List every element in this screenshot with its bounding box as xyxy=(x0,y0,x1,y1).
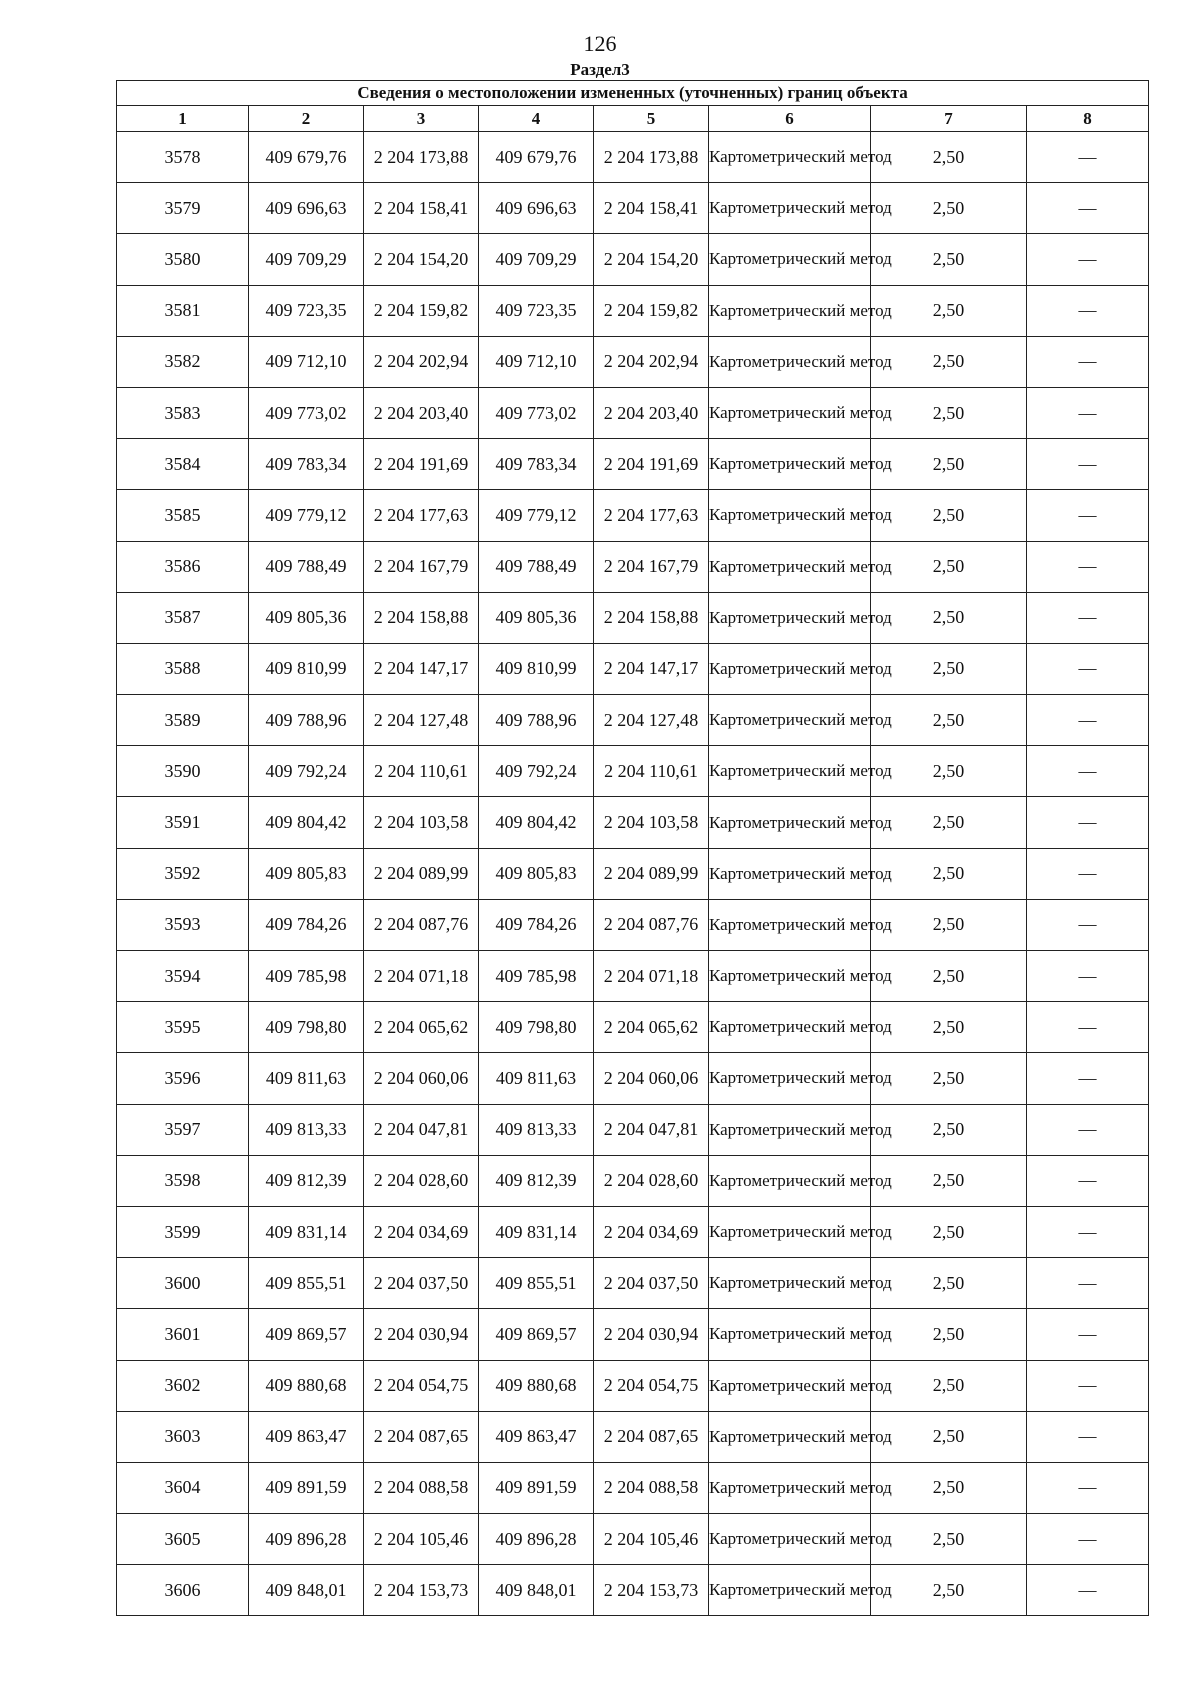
note-cell: — xyxy=(1027,490,1149,541)
new-y-cell: 2 204 159,82 xyxy=(594,285,709,336)
existing-x-cell: 409 880,68 xyxy=(249,1360,364,1411)
existing-x-cell: 409 712,10 xyxy=(249,336,364,387)
new-y-cell: 2 204 103,58 xyxy=(594,797,709,848)
table-row xyxy=(117,899,1149,950)
existing-x-cell: 409 773,02 xyxy=(249,387,364,438)
point-number-cell: 3595 xyxy=(117,1002,249,1053)
method-cell: Картометрический метод xyxy=(709,592,871,643)
note-cell: — xyxy=(1027,387,1149,438)
new-x-cell: 409 723,35 xyxy=(479,285,594,336)
new-x-cell: 409 792,24 xyxy=(479,746,594,797)
method-cell: Картометрический метод xyxy=(709,1104,871,1155)
existing-x-cell: 409 891,59 xyxy=(249,1462,364,1513)
table-row xyxy=(117,592,1149,643)
accuracy-cell: 2,50 xyxy=(871,1565,1027,1616)
note-cell: — xyxy=(1027,1565,1149,1616)
existing-y-cell: 2 204 202,94 xyxy=(364,336,479,387)
table-row xyxy=(117,1462,1149,1513)
new-y-cell: 2 204 087,65 xyxy=(594,1411,709,1462)
accuracy-cell: 2,50 xyxy=(871,285,1027,336)
new-x-cell: 409 696,63 xyxy=(479,183,594,234)
existing-y-cell: 2 204 158,41 xyxy=(364,183,479,234)
table-row xyxy=(117,336,1149,387)
new-x-cell: 409 863,47 xyxy=(479,1411,594,1462)
point-number-cell: 3606 xyxy=(117,1565,249,1616)
existing-y-cell: 2 204 037,50 xyxy=(364,1258,479,1309)
new-y-cell: 2 204 153,73 xyxy=(594,1565,709,1616)
table-row xyxy=(117,1206,1149,1257)
point-number-cell: 3592 xyxy=(117,848,249,899)
existing-x-cell: 409 812,39 xyxy=(249,1155,364,1206)
new-x-cell: 409 784,26 xyxy=(479,899,594,950)
new-y-cell: 2 204 065,62 xyxy=(594,1002,709,1053)
point-number-cell: 3596 xyxy=(117,1053,249,1104)
point-number-cell: 3598 xyxy=(117,1155,249,1206)
new-y-cell: 2 204 105,46 xyxy=(594,1514,709,1565)
table-row xyxy=(117,387,1149,438)
new-y-cell: 2 204 127,48 xyxy=(594,695,709,746)
new-y-cell: 2 204 047,81 xyxy=(594,1104,709,1155)
method-cell: Картометрический метод xyxy=(709,746,871,797)
method-cell: Картометрический метод xyxy=(709,132,871,183)
table-row xyxy=(117,797,1149,848)
accuracy-cell: 2,50 xyxy=(871,643,1027,694)
accuracy-cell: 2,50 xyxy=(871,1104,1027,1155)
column-number-row xyxy=(117,106,1149,132)
note-cell: — xyxy=(1027,541,1149,592)
point-number-cell: 3582 xyxy=(117,336,249,387)
accuracy-cell: 2,50 xyxy=(871,746,1027,797)
accuracy-cell: 2,50 xyxy=(871,1206,1027,1257)
table-row xyxy=(117,1411,1149,1462)
existing-y-cell: 2 204 191,69 xyxy=(364,439,479,490)
existing-y-cell: 2 204 087,76 xyxy=(364,899,479,950)
accuracy-cell: 2,50 xyxy=(871,1053,1027,1104)
point-number-cell: 3601 xyxy=(117,1309,249,1360)
point-number-cell: 3584 xyxy=(117,439,249,490)
point-number-cell: 3604 xyxy=(117,1462,249,1513)
note-cell: — xyxy=(1027,1514,1149,1565)
note-cell: — xyxy=(1027,643,1149,694)
existing-y-cell: 2 204 110,61 xyxy=(364,746,479,797)
new-y-cell: 2 204 110,61 xyxy=(594,746,709,797)
method-cell: Картометрический метод xyxy=(709,336,871,387)
point-number-cell: 3599 xyxy=(117,1206,249,1257)
existing-x-cell: 409 869,57 xyxy=(249,1309,364,1360)
new-x-cell: 409 804,42 xyxy=(479,797,594,848)
table-row xyxy=(117,132,1149,183)
accuracy-cell: 2,50 xyxy=(871,951,1027,1002)
accuracy-cell: 2,50 xyxy=(871,1514,1027,1565)
new-x-cell: 409 811,63 xyxy=(479,1053,594,1104)
accuracy-cell: 2,50 xyxy=(871,234,1027,285)
note-cell: — xyxy=(1027,695,1149,746)
column-number: 6 xyxy=(709,106,871,132)
accuracy-cell: 2,50 xyxy=(871,1155,1027,1206)
existing-x-cell: 409 696,63 xyxy=(249,183,364,234)
new-y-cell: 2 204 028,60 xyxy=(594,1155,709,1206)
new-x-cell: 409 788,49 xyxy=(479,541,594,592)
new-y-cell: 2 204 037,50 xyxy=(594,1258,709,1309)
existing-y-cell: 2 204 034,69 xyxy=(364,1206,479,1257)
column-number: 2 xyxy=(249,106,364,132)
accuracy-cell: 2,50 xyxy=(871,1258,1027,1309)
method-cell: Картометрический метод xyxy=(709,1309,871,1360)
new-y-cell: 2 204 158,88 xyxy=(594,592,709,643)
table-row xyxy=(117,490,1149,541)
method-cell: Картометрический метод xyxy=(709,797,871,848)
accuracy-cell: 2,50 xyxy=(871,797,1027,848)
existing-x-cell: 409 785,98 xyxy=(249,951,364,1002)
table-row xyxy=(117,1104,1149,1155)
table-row xyxy=(117,848,1149,899)
accuracy-cell: 2,50 xyxy=(871,1411,1027,1462)
existing-x-cell: 409 811,63 xyxy=(249,1053,364,1104)
existing-x-cell: 409 813,33 xyxy=(249,1104,364,1155)
point-number-cell: 3583 xyxy=(117,387,249,438)
method-cell: Картометрический метод xyxy=(709,1053,871,1104)
existing-x-cell: 409 792,24 xyxy=(249,746,364,797)
existing-y-cell: 2 204 087,65 xyxy=(364,1411,479,1462)
table-row xyxy=(117,541,1149,592)
new-y-cell: 2 204 071,18 xyxy=(594,951,709,1002)
new-x-cell: 409 805,36 xyxy=(479,592,594,643)
point-number-cell: 3589 xyxy=(117,695,249,746)
point-number-cell: 3590 xyxy=(117,746,249,797)
existing-x-cell: 409 783,34 xyxy=(249,439,364,490)
accuracy-cell: 2,50 xyxy=(871,336,1027,387)
existing-y-cell: 2 204 203,40 xyxy=(364,387,479,438)
existing-x-cell: 409 723,35 xyxy=(249,285,364,336)
existing-x-cell: 409 805,36 xyxy=(249,592,364,643)
existing-y-cell: 2 204 047,81 xyxy=(364,1104,479,1155)
method-cell: Картометрический метод xyxy=(709,1002,871,1053)
new-y-cell: 2 204 177,63 xyxy=(594,490,709,541)
accuracy-cell: 2,50 xyxy=(871,695,1027,746)
new-y-cell: 2 204 060,06 xyxy=(594,1053,709,1104)
new-x-cell: 409 788,96 xyxy=(479,695,594,746)
table-row xyxy=(117,1053,1149,1104)
existing-x-cell: 409 863,47 xyxy=(249,1411,364,1462)
existing-x-cell: 409 779,12 xyxy=(249,490,364,541)
note-cell: — xyxy=(1027,899,1149,950)
point-number-cell: 3602 xyxy=(117,1360,249,1411)
existing-x-cell: 409 804,42 xyxy=(249,797,364,848)
method-cell: Картометрический метод xyxy=(709,695,871,746)
note-cell: — xyxy=(1027,1258,1149,1309)
note-cell: — xyxy=(1027,592,1149,643)
note-cell: — xyxy=(1027,797,1149,848)
table-caption: Сведения о местоположении измененных (уточненных) границ объекта xyxy=(117,81,1149,106)
new-y-cell: 2 204 034,69 xyxy=(594,1206,709,1257)
table-row xyxy=(117,1514,1149,1565)
note-cell: — xyxy=(1027,439,1149,490)
point-number-cell: 3586 xyxy=(117,541,249,592)
new-y-cell: 2 204 167,79 xyxy=(594,541,709,592)
new-x-cell: 409 679,76 xyxy=(479,132,594,183)
existing-y-cell: 2 204 147,17 xyxy=(364,643,479,694)
accuracy-cell: 2,50 xyxy=(871,592,1027,643)
accuracy-cell: 2,50 xyxy=(871,1309,1027,1360)
table-row xyxy=(117,1360,1149,1411)
existing-y-cell: 2 204 088,58 xyxy=(364,1462,479,1513)
column-number: 5 xyxy=(594,106,709,132)
note-cell: — xyxy=(1027,1206,1149,1257)
existing-y-cell: 2 204 054,75 xyxy=(364,1360,479,1411)
existing-x-cell: 409 788,49 xyxy=(249,541,364,592)
accuracy-cell: 2,50 xyxy=(871,899,1027,950)
new-y-cell: 2 204 087,76 xyxy=(594,899,709,950)
new-x-cell: 409 880,68 xyxy=(479,1360,594,1411)
existing-y-cell: 2 204 158,88 xyxy=(364,592,479,643)
accuracy-cell: 2,50 xyxy=(871,387,1027,438)
table-row xyxy=(117,183,1149,234)
existing-y-cell: 2 204 060,06 xyxy=(364,1053,479,1104)
new-y-cell: 2 204 158,41 xyxy=(594,183,709,234)
point-number-cell: 3578 xyxy=(117,132,249,183)
accuracy-cell: 2,50 xyxy=(871,490,1027,541)
table-row xyxy=(117,1309,1149,1360)
accuracy-cell: 2,50 xyxy=(871,848,1027,899)
column-number: 8 xyxy=(1027,106,1149,132)
existing-x-cell: 409 855,51 xyxy=(249,1258,364,1309)
accuracy-cell: 2,50 xyxy=(871,1360,1027,1411)
note-cell: — xyxy=(1027,951,1149,1002)
note-cell: — xyxy=(1027,848,1149,899)
existing-y-cell: 2 204 159,82 xyxy=(364,285,479,336)
existing-y-cell: 2 204 065,62 xyxy=(364,1002,479,1053)
existing-y-cell: 2 204 103,58 xyxy=(364,797,479,848)
new-y-cell: 2 204 089,99 xyxy=(594,848,709,899)
new-x-cell: 409 810,99 xyxy=(479,643,594,694)
method-cell: Картометрический метод xyxy=(709,1360,871,1411)
new-y-cell: 2 204 191,69 xyxy=(594,439,709,490)
new-x-cell: 409 709,29 xyxy=(479,234,594,285)
accuracy-cell: 2,50 xyxy=(871,1462,1027,1513)
new-x-cell: 409 773,02 xyxy=(479,387,594,438)
note-cell: — xyxy=(1027,1002,1149,1053)
existing-x-cell: 409 831,14 xyxy=(249,1206,364,1257)
method-cell: Картометрический метод xyxy=(709,1565,871,1616)
method-cell: Картометрический метод xyxy=(709,848,871,899)
note-cell: — xyxy=(1027,132,1149,183)
column-number: 4 xyxy=(479,106,594,132)
accuracy-cell: 2,50 xyxy=(871,541,1027,592)
method-cell: Картометрический метод xyxy=(709,285,871,336)
table-row xyxy=(117,285,1149,336)
existing-x-cell: 409 784,26 xyxy=(249,899,364,950)
column-number: 7 xyxy=(871,106,1027,132)
table-row xyxy=(117,1258,1149,1309)
column-number: 3 xyxy=(364,106,479,132)
method-cell: Картометрический метод xyxy=(709,541,871,592)
existing-x-cell: 409 798,80 xyxy=(249,1002,364,1053)
note-cell: — xyxy=(1027,746,1149,797)
existing-x-cell: 409 896,28 xyxy=(249,1514,364,1565)
note-cell: — xyxy=(1027,285,1149,336)
point-number-cell: 3600 xyxy=(117,1258,249,1309)
table-row xyxy=(117,746,1149,797)
new-x-cell: 409 855,51 xyxy=(479,1258,594,1309)
table-row xyxy=(117,695,1149,746)
new-x-cell: 409 813,33 xyxy=(479,1104,594,1155)
existing-y-cell: 2 204 089,99 xyxy=(364,848,479,899)
method-cell: Картометрический метод xyxy=(709,183,871,234)
existing-y-cell: 2 204 167,79 xyxy=(364,541,479,592)
new-y-cell: 2 204 088,58 xyxy=(594,1462,709,1513)
new-y-cell: 2 204 030,94 xyxy=(594,1309,709,1360)
method-cell: Картометрический метод xyxy=(709,1155,871,1206)
method-cell: Картометрический метод xyxy=(709,1462,871,1513)
point-number-cell: 3594 xyxy=(117,951,249,1002)
accuracy-cell: 2,50 xyxy=(871,132,1027,183)
table-row xyxy=(117,1155,1149,1206)
table-row xyxy=(117,1002,1149,1053)
new-x-cell: 409 812,39 xyxy=(479,1155,594,1206)
new-x-cell: 409 798,80 xyxy=(479,1002,594,1053)
existing-x-cell: 409 709,29 xyxy=(249,234,364,285)
point-number-cell: 3593 xyxy=(117,899,249,950)
new-x-cell: 409 869,57 xyxy=(479,1309,594,1360)
new-x-cell: 409 779,12 xyxy=(479,490,594,541)
method-cell: Картометрический метод xyxy=(709,1258,871,1309)
new-y-cell: 2 204 154,20 xyxy=(594,234,709,285)
new-x-cell: 409 783,34 xyxy=(479,439,594,490)
note-cell: — xyxy=(1027,1309,1149,1360)
point-number-cell: 3588 xyxy=(117,643,249,694)
existing-y-cell: 2 204 127,48 xyxy=(364,695,479,746)
point-number-cell: 3580 xyxy=(117,234,249,285)
new-x-cell: 409 805,83 xyxy=(479,848,594,899)
accuracy-cell: 2,50 xyxy=(871,439,1027,490)
point-number-cell: 3585 xyxy=(117,490,249,541)
table-row xyxy=(117,643,1149,694)
table-row xyxy=(117,951,1149,1002)
column-number: 1 xyxy=(117,106,249,132)
existing-x-cell: 409 788,96 xyxy=(249,695,364,746)
method-cell: Картометрический метод xyxy=(709,387,871,438)
existing-y-cell: 2 204 030,94 xyxy=(364,1309,479,1360)
point-number-cell: 3597 xyxy=(117,1104,249,1155)
method-cell: Картометрический метод xyxy=(709,899,871,950)
note-cell: — xyxy=(1027,1462,1149,1513)
existing-x-cell: 409 679,76 xyxy=(249,132,364,183)
new-y-cell: 2 204 147,17 xyxy=(594,643,709,694)
method-cell: Картометрический метод xyxy=(709,951,871,1002)
point-number-cell: 3603 xyxy=(117,1411,249,1462)
existing-y-cell: 2 204 105,46 xyxy=(364,1514,479,1565)
table-row xyxy=(117,1565,1149,1616)
method-cell: Картометрический метод xyxy=(709,439,871,490)
existing-y-cell: 2 204 173,88 xyxy=(364,132,479,183)
note-cell: — xyxy=(1027,1155,1149,1206)
method-cell: Картометрический метод xyxy=(709,643,871,694)
existing-x-cell: 409 810,99 xyxy=(249,643,364,694)
note-cell: — xyxy=(1027,183,1149,234)
new-x-cell: 409 896,28 xyxy=(479,1514,594,1565)
coordinates-table xyxy=(116,80,1149,1616)
table-row xyxy=(117,234,1149,285)
method-cell: Картометрический метод xyxy=(709,1514,871,1565)
method-cell: Картометрический метод xyxy=(709,1206,871,1257)
existing-y-cell: 2 204 071,18 xyxy=(364,951,479,1002)
new-y-cell: 2 204 054,75 xyxy=(594,1360,709,1411)
note-cell: — xyxy=(1027,1053,1149,1104)
point-number-cell: 3587 xyxy=(117,592,249,643)
note-cell: — xyxy=(1027,234,1149,285)
note-cell: — xyxy=(1027,336,1149,387)
new-y-cell: 2 204 202,94 xyxy=(594,336,709,387)
existing-y-cell: 2 204 177,63 xyxy=(364,490,479,541)
table-row xyxy=(117,439,1149,490)
point-number-cell: 3591 xyxy=(117,797,249,848)
point-number-cell: 3605 xyxy=(117,1514,249,1565)
page-number: 126 xyxy=(583,31,617,56)
new-x-cell: 409 848,01 xyxy=(479,1565,594,1616)
new-y-cell: 2 204 203,40 xyxy=(594,387,709,438)
method-cell: Картометрический метод xyxy=(709,490,871,541)
new-x-cell: 409 712,10 xyxy=(479,336,594,387)
new-x-cell: 409 891,59 xyxy=(479,1462,594,1513)
existing-y-cell: 2 204 154,20 xyxy=(364,234,479,285)
accuracy-cell: 2,50 xyxy=(871,183,1027,234)
section-title: Раздел3 xyxy=(570,60,630,79)
accuracy-cell: 2,50 xyxy=(871,1002,1027,1053)
existing-x-cell: 409 848,01 xyxy=(249,1565,364,1616)
note-cell: — xyxy=(1027,1411,1149,1462)
note-cell: — xyxy=(1027,1104,1149,1155)
new-y-cell: 2 204 173,88 xyxy=(594,132,709,183)
note-cell: — xyxy=(1027,1360,1149,1411)
existing-x-cell: 409 805,83 xyxy=(249,848,364,899)
new-x-cell: 409 785,98 xyxy=(479,951,594,1002)
method-cell: Картометрический метод xyxy=(709,1411,871,1462)
new-x-cell: 409 831,14 xyxy=(479,1206,594,1257)
method-cell: Картометрический метод xyxy=(709,234,871,285)
point-number-cell: 3579 xyxy=(117,183,249,234)
existing-y-cell: 2 204 153,73 xyxy=(364,1565,479,1616)
point-number-cell: 3581 xyxy=(117,285,249,336)
existing-y-cell: 2 204 028,60 xyxy=(364,1155,479,1206)
